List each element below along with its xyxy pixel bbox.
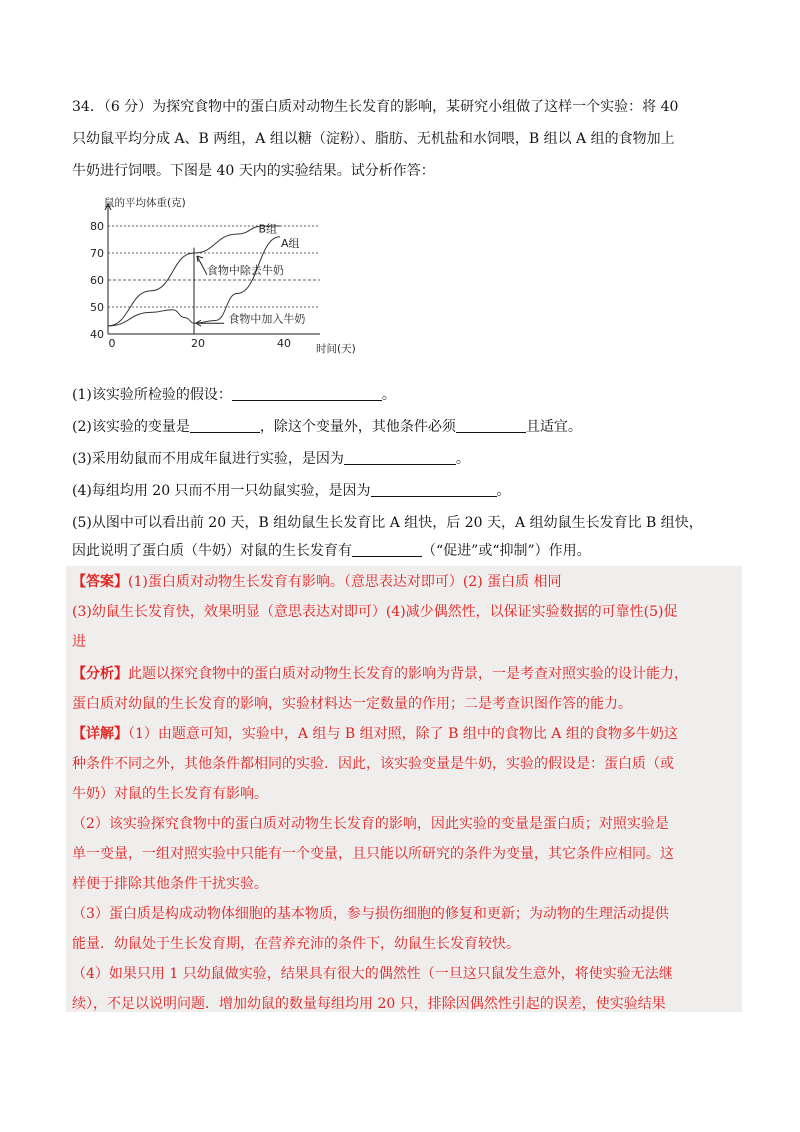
item-2-suffix: 且适宜。 (525, 419, 582, 435)
item-4-blank[interactable] (371, 482, 497, 497)
question-line-3: 牛奶进行饲喂。下图是 40 天内的实验结果。试分析作答： (72, 163, 435, 179)
answer-line-3: 进 (72, 634, 86, 650)
y-tick-label-80: 80 (90, 220, 104, 233)
weight-chart (86, 194, 386, 356)
question-line-1: 34．（6 分）为探究食物中的蛋白质对动物生长发育的影响，某研究小组做了这样一个实验：将 40 (72, 99, 679, 115)
item-2-middle: ，除这个变量外，其他条件必须 (259, 419, 456, 435)
item-5-suffix: （“促进”或“抑制”）作用。 (422, 543, 591, 559)
x-tick-label-0: 0 (108, 337, 116, 350)
analysis-text-1: 此题以探究食物中的蛋白质对动物生长发育的影响为背景，一是考查对照实验的设计能力， (128, 666, 688, 682)
y-axis-label: 鼠的平均体重(克) (104, 197, 186, 209)
x-tick-label-20: 20 (191, 337, 205, 350)
answer-line-1 (72, 572, 562, 592)
annotation-remove-milk: 食物中除去牛奶 (206, 263, 284, 277)
detail-line-5: 单一变量，一组对照实验中只能有一个变量，且只能以所研究的条件为变量，其它条件应相同。这 (72, 846, 674, 862)
y-tick-label-40: 40 (90, 328, 104, 341)
analysis-tag: 【分析】 (72, 666, 128, 682)
item-5-text: 因此说明了蛋白质（牛奶）对鼠的生长发育有 (72, 543, 352, 559)
detail-line-10: 续），不足以说明问题．增加幼鼠的数量每组均用 20 只，排除因偶然性引起的误差，使实验结果 (72, 996, 666, 1012)
detail-text-1: （1）由题意可知，实验中，A 组与 B 组对照，除了 B 组中的食物比 A 组的食物多牛奶这 (128, 726, 678, 742)
item-1-text: (1)该实验所检验的假设： (72, 387, 232, 403)
item-1-blank[interactable] (232, 386, 382, 401)
detail-line-4: （2）该实验探究食物中的蛋白质对动物生长发育的影响，因此实验的变量是蛋白质；对照实验是 (72, 816, 669, 832)
answer-text-1: (1)蛋白质对动物生长发育有影响。（意思表达对即可）(2) 蛋白质 相同 (128, 574, 562, 590)
analysis-line-2: 蛋白质对幼鼠的生长发育的影响，实验材料达一定数量的作用；二是考查识图作答的能力。 (72, 696, 632, 712)
item-5-blank[interactable] (352, 542, 422, 557)
item-5-line-1: (5)从图中可以看出前 20 天，B 组幼鼠生长发育比 A 组快，后 20 天，A 组幼鼠生长发育比 B 组快， (72, 515, 703, 531)
item-4-text: (4)每组均用 20 只而不用一只幼鼠实验，是因为 (72, 483, 371, 499)
question-line-2: 只幼鼠平均分成 A、B 两组，A 组以糖（淀粉）、脂肪、无机盐和水饲喂，B 组以 A 组的食物加上 (72, 131, 675, 147)
item-2-blank-2[interactable] (456, 418, 526, 433)
detail-line-9: （4）如果只用 1 只幼鼠做实验，结果具有很大的偶然性（一旦这只鼠发生意外，将使实验无法继 (72, 966, 673, 982)
detail-line-2: 种条件不同之外，其他条件都相同的实验．因此，该实验变量是牛奶，实验的假设是：蛋白质（或 (72, 756, 674, 772)
answer-tag: 【答案】 (72, 574, 128, 590)
detail-line-3: 牛奶）对鼠的生长发育有影响。 (72, 786, 268, 802)
item-1 (72, 385, 396, 405)
x-tick-label-40: 40 (277, 337, 291, 350)
item-3-text: (3)采用幼鼠而不用成年鼠进行实验，是因为 (72, 451, 344, 467)
y-tick-label-50: 50 (90, 301, 104, 314)
annotation-add-milk: 食物中加入牛奶 (228, 312, 306, 326)
x-axis-label: 时间(天) (316, 343, 356, 355)
item-2-text: (2)该实验的变量是 (72, 419, 190, 435)
detail-line-6: 样便于排除其他条件干扰实验。 (72, 876, 268, 892)
answer-line-2: (3)幼鼠生长发育快，效果明显（意思表达对即可）(4)减少偶然性，以保证实验数据的可靠性(5)促 (72, 604, 678, 620)
item-4-suffix: 。 (496, 483, 511, 499)
detail-tag: 【详解】 (72, 726, 128, 742)
item-1-suffix: 。 (381, 387, 396, 403)
item-4 (72, 481, 511, 501)
series-label-a: A组 (281, 236, 300, 250)
item-2-blank-1[interactable] (190, 418, 260, 433)
y-tick-label-60: 60 (90, 274, 104, 287)
item-3-blank[interactable] (344, 450, 456, 465)
item-2 (72, 417, 582, 437)
y-tick-label-70: 70 (90, 247, 104, 260)
item-3 (72, 449, 470, 469)
series-label-b: B组 (258, 222, 278, 236)
analysis-line-1 (72, 664, 688, 684)
detail-line-1 (72, 724, 678, 744)
detail-line-8: 能量．幼鼠处于生长发育期，在营养充沛的条件下，幼鼠生长发育较快。 (72, 936, 520, 952)
detail-line-7: （3）蛋白质是构成动物体细胞的基本物质，参与损伤细胞的修复和更新；为动物的生理活动提供 (72, 906, 669, 922)
item-3-suffix: 。 (455, 451, 470, 467)
annotation-arrow-remove (197, 256, 207, 275)
item-5 (72, 541, 591, 561)
